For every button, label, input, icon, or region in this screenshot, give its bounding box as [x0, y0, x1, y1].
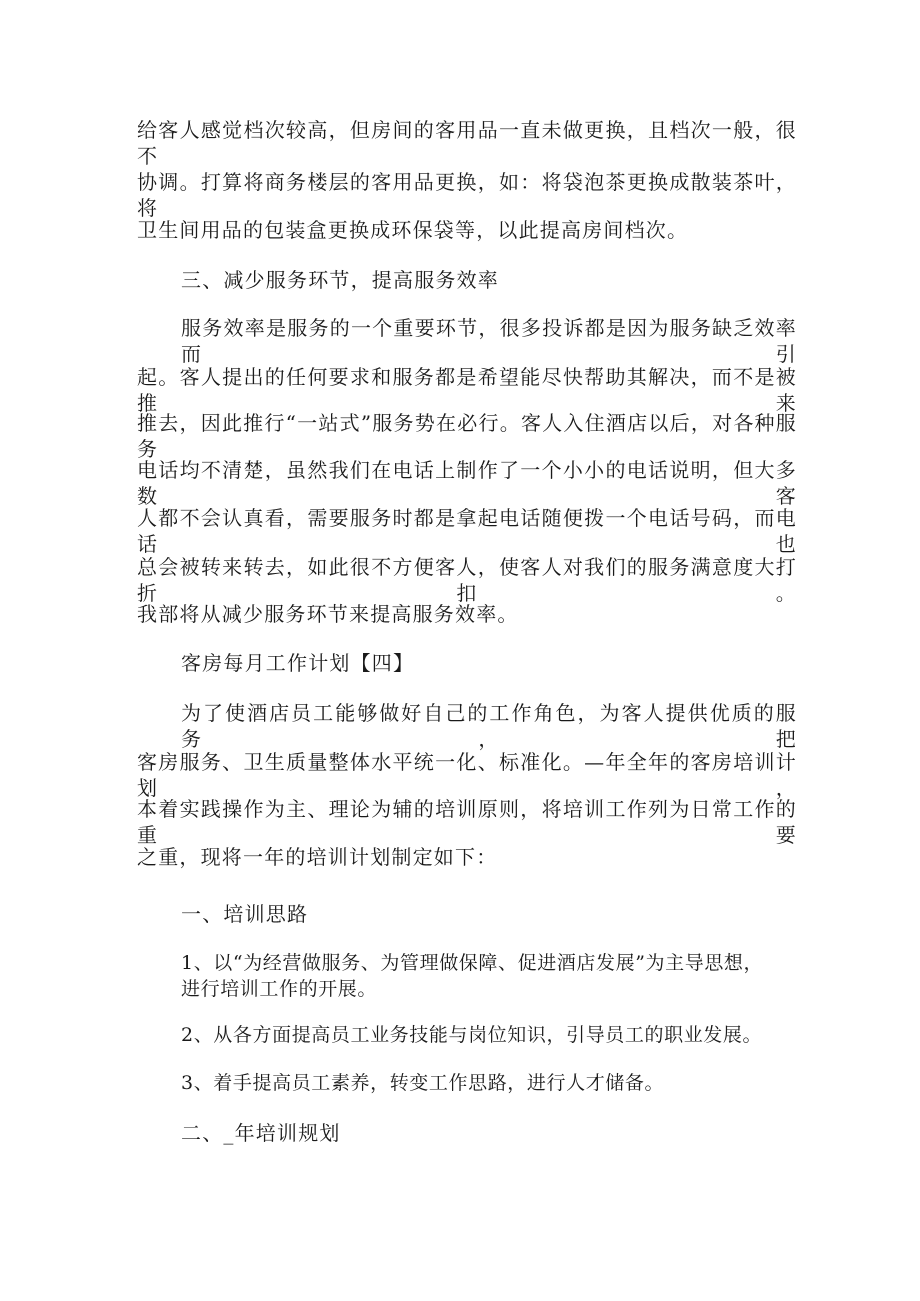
- list-item-line: 3、着手提高员工素养，转变工作思路，进行人才储备。: [181, 1072, 665, 1094]
- paragraph-line: 给客人感觉档次较高，但房间的客用品一直未做更换，且档次一般，很不: [137, 118, 797, 168]
- list-item-line: 1、以“为经营做服务、为管理做保障、促进酒店发展”为主导思想，: [181, 952, 764, 974]
- paragraph-line: 我部将从减少服务环节来提高服务效率。: [137, 602, 519, 626]
- paragraph-line: 卫生间用品的包装盒更换成环保袋等，以此提高房间档次。: [137, 218, 689, 242]
- paragraph-line: 起。客人提出的任何要求和服务都是希望能尽快帮助其解决，而不是被推来: [137, 365, 797, 415]
- list-item-line: 2、从各方面提高员工业务技能与岗位知识，引导员工的职业发展。: [181, 1024, 763, 1046]
- section-heading: 二、_年培训规划: [181, 1121, 341, 1145]
- section-heading: 三、减少服务环节，提高服务效率: [181, 268, 499, 292]
- paragraph-line: 协调。打算将商务楼层的客用品更换，如：将袋泡茶更换成散装茶叶，将: [137, 170, 797, 220]
- paragraph-line: 电话均不清楚，虽然我们在电话上制作了一个小小的电话说明，但大多数客: [137, 458, 797, 508]
- paragraph-line: 人都不会认真看，需要服务时都是拿起电话随便拨一个电话号码，而电话也: [137, 506, 797, 556]
- paragraph-line: 推去，因此推行“一站式”服务势在必行。客人入住酒店以后，对各种服务: [137, 411, 797, 461]
- paragraph-line: 为了使酒店员工能够做好自己的工作角色，为客人提供优质的服务，把: [181, 701, 797, 751]
- paragraph-line: 之重，现将一年的培训计划制定如下：: [137, 845, 498, 869]
- paragraph-line: 本着实践操作为主、理论为辅的培训原则，将培训工作列为日常工作的重要: [137, 797, 797, 847]
- list-item-line: 进行培训工作的开展。: [181, 978, 378, 1000]
- section-heading: 客房每月工作计划【四】: [181, 651, 415, 675]
- section-heading: 一、培训思路: [181, 902, 309, 926]
- paragraph-line: 总会被转来转去，如此很不方便客人，使客人对我们的服务满意度大打折扣。: [137, 555, 797, 605]
- paragraph-line: 服务效率是服务的一个重要环节，很多投诉都是因为服务缺乏效率而引: [181, 316, 797, 366]
- paragraph-line: 客房服务、卫生质量整体水平统一化、标准化。—年全年的客房培训计划，: [137, 750, 797, 800]
